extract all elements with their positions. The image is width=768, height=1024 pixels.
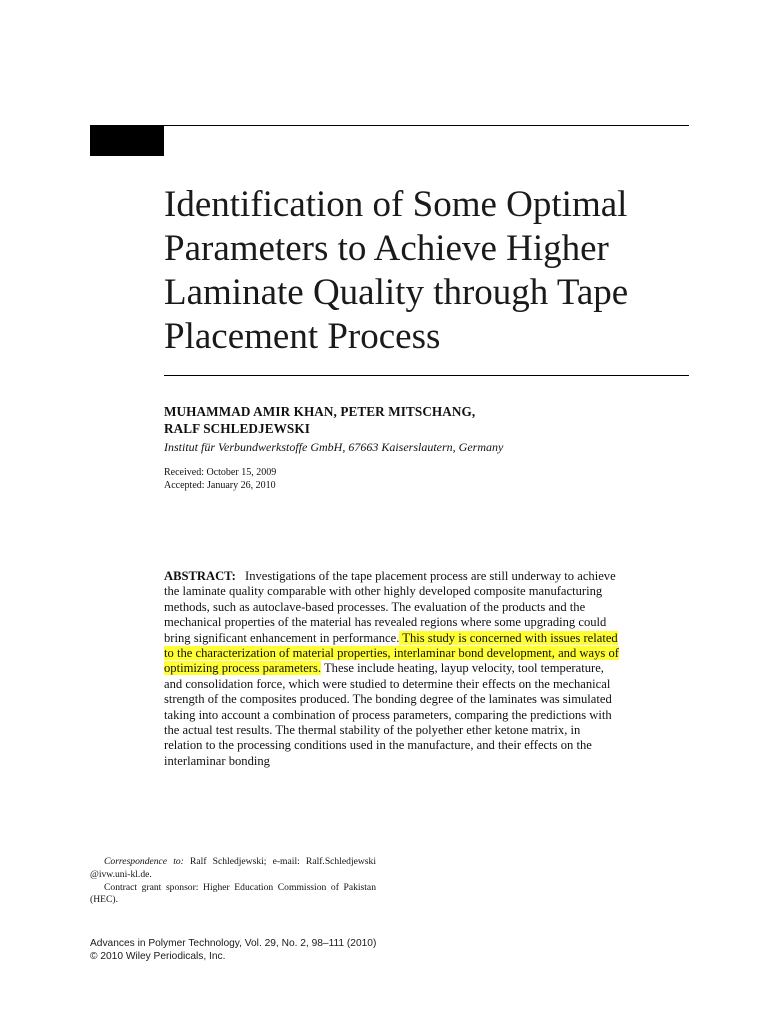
grant-sponsor-note: Contract grant sponsor: Higher Education Commission of Pakistan (HEC). bbox=[90, 881, 376, 906]
author-line-2: RALF SCHLEDJEWSKI bbox=[164, 421, 310, 436]
correspondence-label: Correspondence to: bbox=[104, 856, 184, 867]
correspondence-note bbox=[90, 856, 376, 882]
copyright-notice: © 2010 Wiley Periodicals, Inc. bbox=[90, 950, 226, 962]
accepted-date: Accepted: January 26, 2010 bbox=[164, 480, 276, 491]
abstract-highlight[interactable]: This study is concerned with issues related to the characterization of material properties, interlaminar bond development, and ways of optimizing process parameters. bbox=[164, 630, 619, 676]
abstract-text-end: These include heating, layup velocity, tool temperature, and consolidation force, which were studied to determine their effects on the mechanical strength of the composites produced. The bonding degree of the laminates was simulated taking into account a combination of process parameters, comparing the predictions with the actual test results. The thermal stability of the polyether ether ketone matrix, in relation to the processing conditions used in the manufacture, and their effects on the interlaminar bonding bbox=[164, 661, 612, 768]
header-rule bbox=[90, 125, 689, 126]
received-date: Received: October 15, 2009 bbox=[164, 467, 277, 478]
abstract-label: ABSTRACT: bbox=[164, 569, 236, 583]
author-affiliation: Institut für Verbundwerkstoffe GmbH, 67663 Kaiserslautern, Germany bbox=[164, 440, 504, 454]
footnote bbox=[90, 856, 376, 907]
header-black-tab bbox=[90, 126, 164, 156]
paper-title: Identification of Some Optimal Parameters to Achieve Higher Laminate Quality through Tape Placement Process bbox=[164, 184, 629, 357]
submission-dates bbox=[164, 466, 564, 492]
abstract-text-start: Investigations of the tape placement process are still underway to achieve the laminate quality comparable with other highly developed composite manufacturing methods, such as autoclave-based processes. The evaluation of the products and the mechanical properties of the material has revealed regions where some upgrading could bring significant enhancement in performance. bbox=[164, 569, 616, 645]
author-list bbox=[164, 403, 684, 437]
author-line-1: MUHAMMAD AMIR KHAN, PETER MITSCHANG, bbox=[164, 404, 476, 419]
title-rule bbox=[164, 375, 689, 376]
journal-reference: Advances in Polymer Technology, Vol. 29, No. 2, 98–111 (2010) bbox=[90, 938, 377, 949]
abstract bbox=[164, 569, 620, 769]
journal-citation bbox=[90, 938, 490, 963]
correspondence-text: Ralf Schledjewski; e-mail: Ralf.Schledjewski @ivw.uni-kl.de. bbox=[90, 856, 376, 880]
